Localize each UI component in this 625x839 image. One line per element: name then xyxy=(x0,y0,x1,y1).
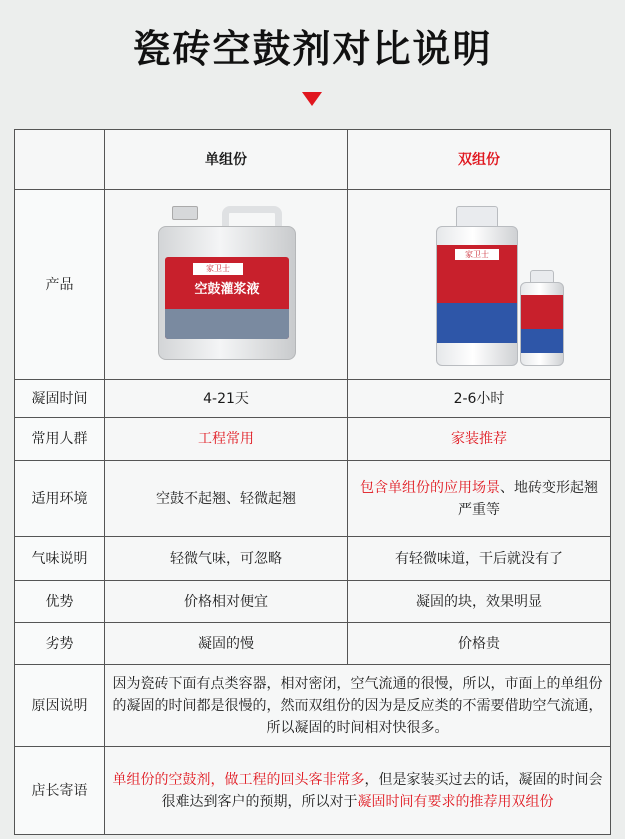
down-arrow-icon xyxy=(302,92,322,106)
header-two-component: 双组份 xyxy=(348,130,611,190)
row-label-product: 产品 xyxy=(15,190,105,380)
advice-highlight-2: 凝固时间有要求的推荐用双组份 xyxy=(357,793,554,810)
table-row-reason xyxy=(15,665,611,747)
row-label-advice: 店长寄语 xyxy=(15,747,105,835)
single-component-jug-image xyxy=(158,210,294,358)
advice-text xyxy=(105,747,611,835)
row-label-setting-time: 凝固时间 xyxy=(15,380,105,418)
row-label-environment: 适用环境 xyxy=(15,461,105,537)
row-label-reason: 原因说明 xyxy=(15,665,105,747)
advice-middle: ，但是家装买过去的话，凝固的时间会很难达到客户的预期，所以对于 xyxy=(161,771,603,810)
table-row-advantage xyxy=(15,581,611,623)
page-title: 瓷砖空鼓剂对比说明 xyxy=(132,27,493,71)
smell-double: 有轻微味道，干后就没有了 xyxy=(348,537,611,581)
environment-double-rest: 、地砖变形起翘严重等 xyxy=(458,479,598,518)
table-header-row xyxy=(15,130,611,190)
smell-single: 轻微气味，可忽略 xyxy=(105,537,348,581)
advantage-single: 价格相对便宜 xyxy=(105,581,348,623)
setting-time-double: 2-6小时 xyxy=(348,380,611,418)
table-row-environment xyxy=(15,461,611,537)
table-row-setting-time xyxy=(15,380,611,418)
table-row-advice xyxy=(15,747,611,835)
comparison-table xyxy=(14,129,611,835)
product-double-cell xyxy=(348,190,611,380)
jug-product-name: 空鼓灌浆液 xyxy=(194,281,260,297)
table-row-smell xyxy=(15,537,611,581)
row-label-users: 常用人群 xyxy=(15,418,105,461)
header-single-component: 单组份 xyxy=(105,130,348,190)
row-label-advantage: 优势 xyxy=(15,581,105,623)
setting-time-single: 4-21天 xyxy=(105,380,348,418)
environment-single: 空鼓不起翘、轻微起翘 xyxy=(105,461,348,537)
row-label-smell: 气味说明 xyxy=(15,537,105,581)
jug-brand-label: 家卫士 xyxy=(193,263,243,275)
environment-double xyxy=(348,461,611,537)
users-single: 工程常用 xyxy=(105,418,348,461)
table-row-product xyxy=(15,190,611,380)
header-empty-cell xyxy=(15,130,105,190)
table-row-disadvantage xyxy=(15,623,611,665)
disadvantage-single: 凝固的慢 xyxy=(105,623,348,665)
reason-text: 因为瓷砖下面有点类容器，相对密闭，空气流通的很慢，所以，市面上的单组份的凝固的时间都是很慢的，然而双组份的因为是反应类的不需要借助空气流通，所以凝固的时间相对快很多。 xyxy=(105,665,611,747)
disadvantage-double: 价格贵 xyxy=(348,623,611,665)
row-label-disadvantage: 劣势 xyxy=(15,623,105,665)
table-row-users xyxy=(15,418,611,461)
advice-highlight-1: 单组份的空鼓剂，做工程的回头客非常多 xyxy=(112,771,365,788)
users-double: 家装推荐 xyxy=(348,418,611,461)
bottle-brand-label: 家卫士 xyxy=(455,249,499,260)
advantage-double: 凝固的块，效果明显 xyxy=(348,581,611,623)
product-single-cell xyxy=(105,190,348,380)
environment-double-highlight: 包含单组份的应用场景 xyxy=(360,479,500,496)
two-component-bottles-image xyxy=(354,196,604,374)
